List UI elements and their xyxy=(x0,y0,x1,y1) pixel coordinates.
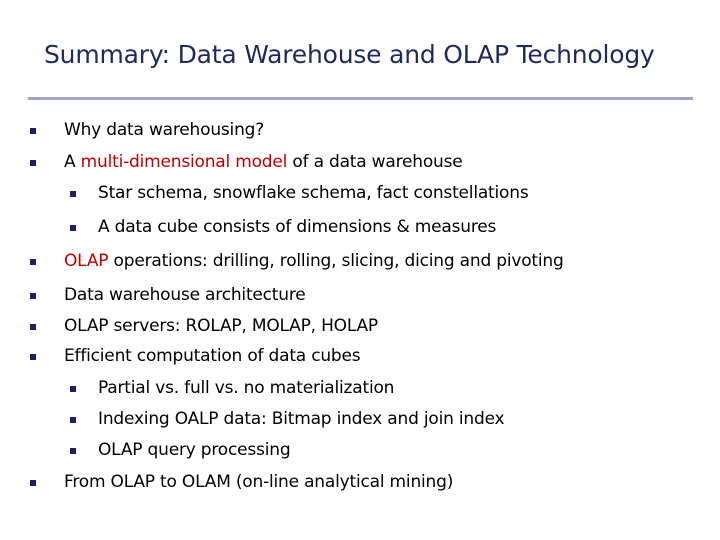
item-text: Star schema, snowflake schema, fact constellations xyxy=(98,183,529,203)
bullet-icon xyxy=(30,293,36,299)
sub-bullet-item xyxy=(98,440,290,460)
bullet-icon xyxy=(70,448,76,454)
bullet-item xyxy=(64,285,306,305)
bullet-icon xyxy=(30,354,36,360)
item-text: A data cube consists of dimensions & measures xyxy=(98,217,497,237)
bullet-icon xyxy=(30,480,36,486)
bullet-icon xyxy=(70,191,76,197)
item-text-prefix: A xyxy=(64,152,81,172)
item-text-suffix: operations: drilling, rolling, slicing, dicing and pivoting xyxy=(108,251,564,271)
item-text-suffix: of a data warehouse xyxy=(287,152,463,172)
bullet-item xyxy=(64,472,453,492)
item-text-highlight: OLAP xyxy=(64,251,109,271)
sub-bullet-item xyxy=(98,409,504,429)
bullet-icon xyxy=(70,225,76,231)
bullet-item xyxy=(64,120,264,140)
bullet-icon xyxy=(30,324,36,330)
item-text: Why data warehousing? xyxy=(64,120,265,140)
bullet-icon xyxy=(70,417,76,423)
item-text: OLAP servers: ROLAP, MOLAP, HOLAP xyxy=(64,316,378,336)
bullet-item xyxy=(64,152,463,172)
item-text: OLAP query processing xyxy=(98,440,291,460)
bullet-icon xyxy=(30,160,36,166)
sub-bullet-item xyxy=(98,378,394,398)
bullet-icon xyxy=(30,259,36,265)
sub-bullet-item xyxy=(98,183,528,203)
sub-bullet-item xyxy=(98,217,496,237)
item-text: Indexing OALP data: Bitmap index and join index xyxy=(98,409,505,429)
slide-title: Summary: Data Warehouse and OLAP Technology xyxy=(44,40,655,69)
bullet-item xyxy=(64,346,360,366)
bullet-item xyxy=(64,251,564,271)
bullet-icon xyxy=(70,386,76,392)
item-text: Partial vs. full vs. no materialization xyxy=(98,378,395,398)
item-text-highlight: multi-dimensional model xyxy=(80,152,288,172)
bullet-item xyxy=(64,316,378,336)
item-text: From OLAP to OLAM (on-line analytical mining) xyxy=(64,472,454,492)
title-divider xyxy=(28,97,693,100)
item-text: Data warehouse architecture xyxy=(64,285,306,305)
item-text: Efficient computation of data cubes xyxy=(64,346,361,366)
bullet-icon xyxy=(30,128,36,134)
